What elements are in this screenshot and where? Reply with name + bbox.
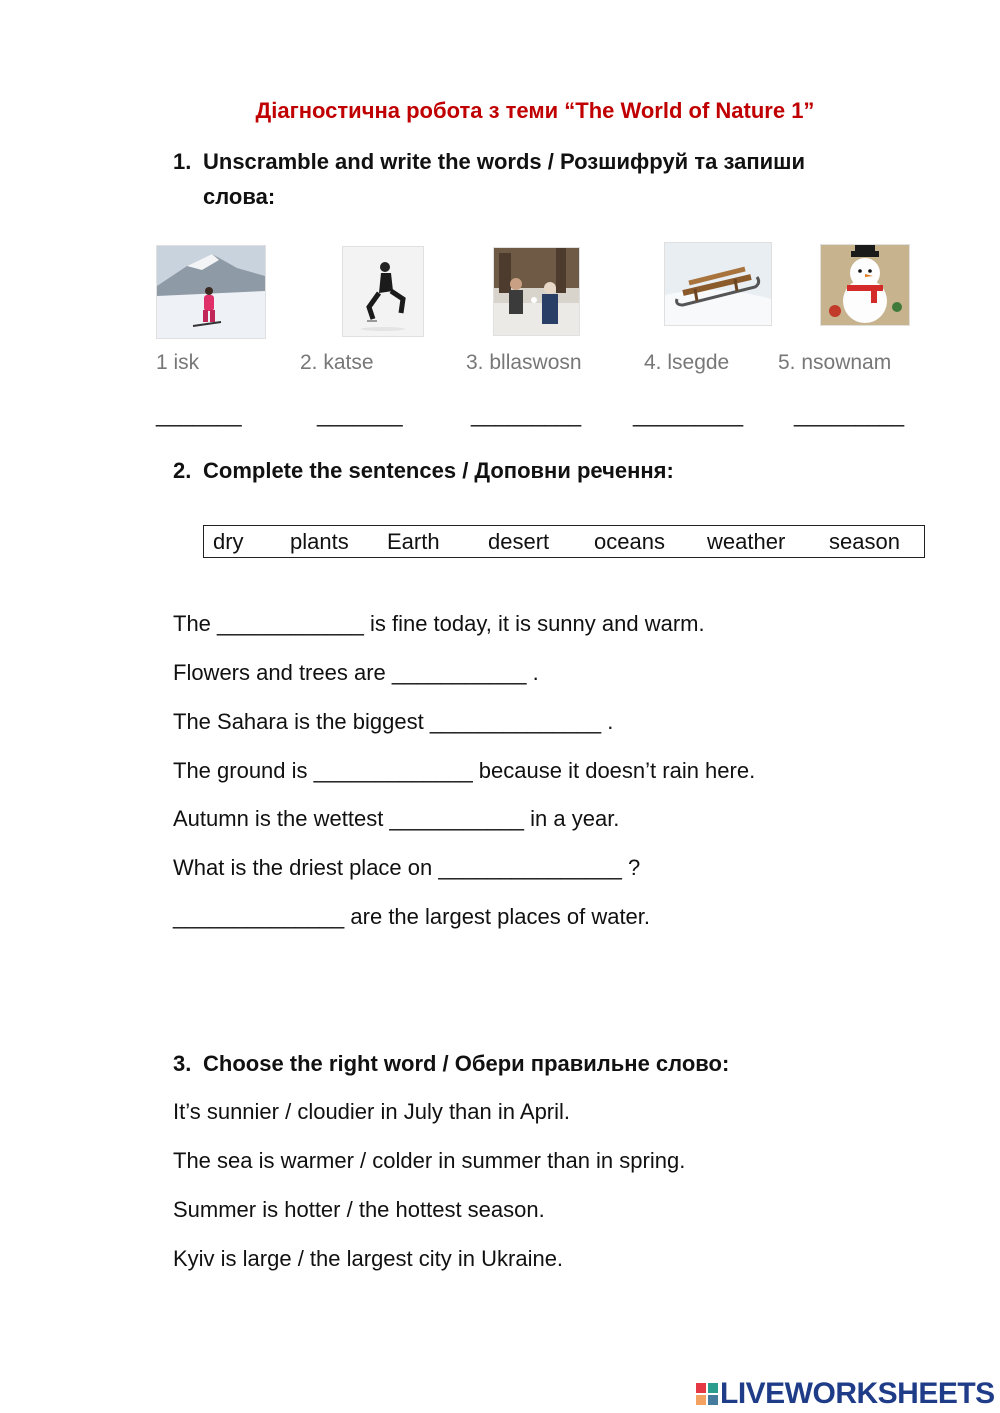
answer-blank[interactable]: _______ <box>317 402 403 427</box>
word-bank-item: desert <box>488 529 550 554</box>
answer-blank[interactable]: _________ <box>471 402 582 427</box>
word-bank-item: Earth <box>387 529 440 554</box>
task1-heading-line1: Unscramble and write the words / Розшифруй та запиши <box>203 149 805 174</box>
word-item-caption: 1 isk <box>156 351 200 374</box>
answer-blank[interactable]: _________ <box>794 402 905 427</box>
sled-image <box>664 242 772 326</box>
task1-number: 1. <box>173 149 192 174</box>
fill-in-sentence[interactable]: The Sahara is the biggest ______________ . <box>173 709 614 734</box>
answer-blank[interactable]: _________ <box>633 402 744 427</box>
liveworksheets-logo <box>696 1377 995 1411</box>
choice-sentence[interactable]: Kyiv is large / the largest city in Ukraine. <box>173 1246 564 1271</box>
word-bank-item: dry <box>213 529 244 554</box>
worksheet-title: Діагностична робота з теми “The World of Nature 1” <box>255 98 815 123</box>
word-bank-item: weather <box>707 529 786 554</box>
word-item-caption: 4. lsegde <box>644 351 730 374</box>
word-item-caption: 5. nsownam <box>778 351 892 374</box>
fill-in-sentence[interactable]: ______________ are the largest places of water. <box>173 904 651 929</box>
fill-in-sentence[interactable]: Flowers and trees are ___________ . <box>173 660 539 685</box>
task1-heading-line2: слова: <box>203 184 276 209</box>
liveworksheets-logo-icon <box>696 1383 718 1405</box>
choice-sentence[interactable]: The sea is warmer / colder in summer than in spring. <box>173 1148 686 1173</box>
choice-sentence[interactable]: It’s sunnier / cloudier in July than in April. <box>173 1099 571 1124</box>
word-bank-item: oceans <box>594 529 665 554</box>
task2-heading-text: Complete the sentences / Доповни речення: <box>203 458 674 483</box>
choice-sentence[interactable]: Summer is hotter / the hottest season. <box>173 1197 545 1222</box>
word-item-caption: 2. katse <box>300 351 374 374</box>
task2-number: 2. <box>173 458 192 483</box>
fill-in-sentence[interactable]: What is the driest place on _______________ ? <box>173 855 641 880</box>
task3-number: 3. <box>173 1051 192 1076</box>
word-item-caption: 3. bllaswosn <box>466 351 582 374</box>
fill-in-sentence[interactable]: The ____________ is fine today, it is sunny and warm. <box>173 611 705 636</box>
word-bank-item: season <box>829 529 900 554</box>
snowman-image <box>820 244 910 326</box>
task1-heading <box>173 149 805 175</box>
task2-heading <box>173 458 674 484</box>
fill-in-sentence[interactable]: Autumn is the wettest ___________ in a year. <box>173 806 620 831</box>
answer-blank[interactable]: _______ <box>156 402 242 427</box>
logo-text: LIVEWORKSHEETS <box>720 1377 995 1410</box>
snowball-kids-image <box>493 247 580 336</box>
word-bank-item: plants <box>290 529 349 554</box>
task3-heading-text: Choose the right word / Обери правильне слово: <box>203 1051 730 1076</box>
ice-skater-image <box>342 246 424 337</box>
task3-heading <box>173 1051 729 1077</box>
skier-image <box>156 245 266 339</box>
fill-in-sentence[interactable]: The ground is _____________ because it doesn’t rain here. <box>173 758 756 783</box>
